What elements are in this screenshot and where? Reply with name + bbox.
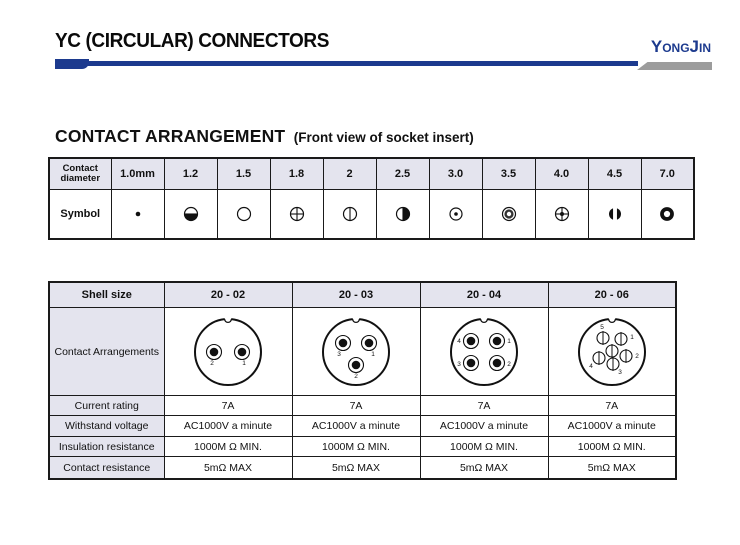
contact-number-label: 3 — [337, 350, 341, 358]
shell-size-cell: 20 - 03 — [292, 282, 420, 308]
spec-row-current-rating — [49, 396, 676, 416]
symbol-cell — [588, 190, 641, 240]
spec-row-label: Withstand voltage — [49, 416, 164, 437]
dot-icon — [129, 205, 147, 223]
symbol-cell — [270, 190, 323, 240]
symbol-cell — [323, 190, 376, 240]
socket-contact — [593, 351, 605, 365]
connector-20-03-diagram — [316, 310, 396, 394]
brand-logo: YongJin — [650, 37, 711, 56]
spec-value-cell: 7A — [420, 396, 548, 416]
spec-value-cell: 5mΩ MAX — [292, 457, 420, 480]
connector-diagram-cell — [292, 308, 420, 396]
pin-contact — [349, 357, 364, 372]
contact-number-label: 3 — [457, 360, 461, 368]
spec-value-cell: 5mΩ MAX — [548, 457, 676, 480]
diameter-header-cell: 1.5 — [217, 158, 270, 190]
spec-value-cell: 1000M Ω MIN. — [548, 437, 676, 457]
pin-contact — [490, 355, 505, 370]
connector-20-06-diagram — [572, 310, 652, 394]
pin-contact — [207, 344, 222, 359]
diameter-header-cell: 2.5 — [376, 158, 429, 190]
corner-header-cell: Contact diameter — [49, 158, 111, 190]
spec-value-cell: AC1000V a minute — [164, 416, 292, 437]
contact-number-label: 2 — [634, 352, 639, 360]
circle-open-icon — [235, 205, 253, 223]
socket-contact — [597, 331, 609, 345]
contact-number-label: 3 — [617, 368, 622, 376]
symbol-cell — [482, 190, 535, 240]
connector-20-04-diagram — [444, 310, 524, 394]
shell-size-cell: 20 - 04 — [420, 282, 548, 308]
spec-row-label: Current rating — [49, 396, 164, 416]
circle-cross-icon — [288, 205, 306, 223]
diameter-header-cell: 3.5 — [482, 158, 535, 190]
socket-contact — [607, 357, 619, 371]
spec-value-cell: AC1000V a minute — [420, 416, 548, 437]
section-subtitle: (Front view of socket insert) — [293, 130, 474, 145]
arrangement-row — [49, 308, 676, 396]
header-rule — [55, 61, 638, 66]
circle-right-half-icon — [394, 205, 412, 223]
spec-row-contact-resistance — [49, 457, 676, 480]
page-title: YC (CIRCULAR) CONNECTORS — [55, 30, 329, 53]
section-title: CONTACT ARRANGEMENT — [55, 126, 286, 146]
spec-value-cell: 7A — [292, 396, 420, 416]
spec-value-cell: 1000M Ω MIN. — [420, 437, 548, 457]
diameter-header-cell: 4.0 — [535, 158, 588, 190]
symbol-cell — [164, 190, 217, 240]
circle-vertical-slot-icon — [606, 205, 624, 223]
spec-value-cell: 5mΩ MAX — [164, 457, 292, 480]
contact-number-label: 5 — [599, 323, 604, 331]
spec-row-withstand-voltage — [49, 416, 676, 437]
shell-size-cell: 20 - 06 — [548, 282, 676, 308]
contact-number-label: 4 — [588, 362, 593, 370]
diameter-header-cell: 3.0 — [429, 158, 482, 190]
arrangement-row-label: Contact Arrangements — [49, 308, 164, 396]
circle-thick-ring-icon — [658, 205, 676, 223]
contact-number-label: 2 — [210, 359, 214, 367]
diameter-header-row — [49, 158, 694, 190]
circle-center-dot-icon — [447, 205, 465, 223]
spec-value-cell: 7A — [548, 396, 676, 416]
spec-value-cell: 7A — [164, 396, 292, 416]
connector-20-02-diagram — [188, 310, 268, 394]
shell-size-header-row — [49, 282, 676, 308]
spec-row-label: Insulation resistance — [49, 437, 164, 457]
contact-number-label: 1 — [371, 350, 375, 358]
diameter-header-cell: 4.5 — [588, 158, 641, 190]
pin-contact — [362, 335, 377, 350]
circle-crosshair-dot-icon — [553, 205, 571, 223]
socket-contact — [620, 349, 632, 363]
spec-value-cell: 1000M Ω MIN. — [292, 437, 420, 457]
socket-contact — [615, 332, 627, 346]
symbol-row — [49, 190, 694, 240]
contact-number-label: 4 — [457, 337, 461, 345]
pin-contact — [235, 344, 250, 359]
symbol-cell — [535, 190, 588, 240]
diameter-header-cell: 1.8 — [270, 158, 323, 190]
pin-contact — [464, 355, 479, 370]
circle-double-ring-icon — [500, 205, 518, 223]
circle-vline-icon — [341, 205, 359, 223]
diameter-header-cell: 2 — [323, 158, 376, 190]
symbol-cell — [376, 190, 429, 240]
symbol-cell — [429, 190, 482, 240]
shell-size-cell: 20 - 02 — [164, 282, 292, 308]
diameter-header-cell: 1.2 — [164, 158, 217, 190]
pin-contact — [336, 335, 351, 350]
contact-number-label: 2 — [507, 360, 511, 368]
contact-number-label: 1 — [242, 359, 246, 367]
pin-contact — [490, 333, 505, 348]
pin-contact — [464, 333, 479, 348]
spec-value-cell: AC1000V a minute — [548, 416, 676, 437]
circle-bottom-half-icon — [182, 205, 200, 223]
spec-row-label: Contact resistance — [49, 457, 164, 480]
socket-contact — [606, 344, 618, 358]
diameter-header-cell: 1.0mm — [111, 158, 164, 190]
section-heading — [55, 126, 474, 147]
spec-value-cell: 1000M Ω MIN. — [164, 437, 292, 457]
symbol-row-label: Symbol — [49, 190, 111, 240]
connector-diagram-cell — [548, 308, 676, 396]
contact-number-label: 1 — [629, 333, 634, 341]
diameter-header-cell: 7.0 — [641, 158, 694, 190]
connector-diagram-cell — [164, 308, 292, 396]
spec-value-cell: AC1000V a minute — [292, 416, 420, 437]
shell-size-label: Shell size — [49, 282, 164, 308]
shell-spec-table — [48, 281, 677, 480]
connector-diagram-cell — [420, 308, 548, 396]
header-rule-end — [637, 62, 712, 70]
symbol-cell — [641, 190, 694, 240]
symbol-cell — [217, 190, 270, 240]
symbol-cell — [111, 190, 164, 240]
contact-number-label: 1 — [507, 337, 511, 345]
contact-number-label: 2 — [354, 372, 358, 380]
spec-row-insulation-resistance — [49, 437, 676, 457]
contact-diameter-table — [48, 157, 695, 240]
spec-value-cell: 5mΩ MAX — [420, 457, 548, 480]
